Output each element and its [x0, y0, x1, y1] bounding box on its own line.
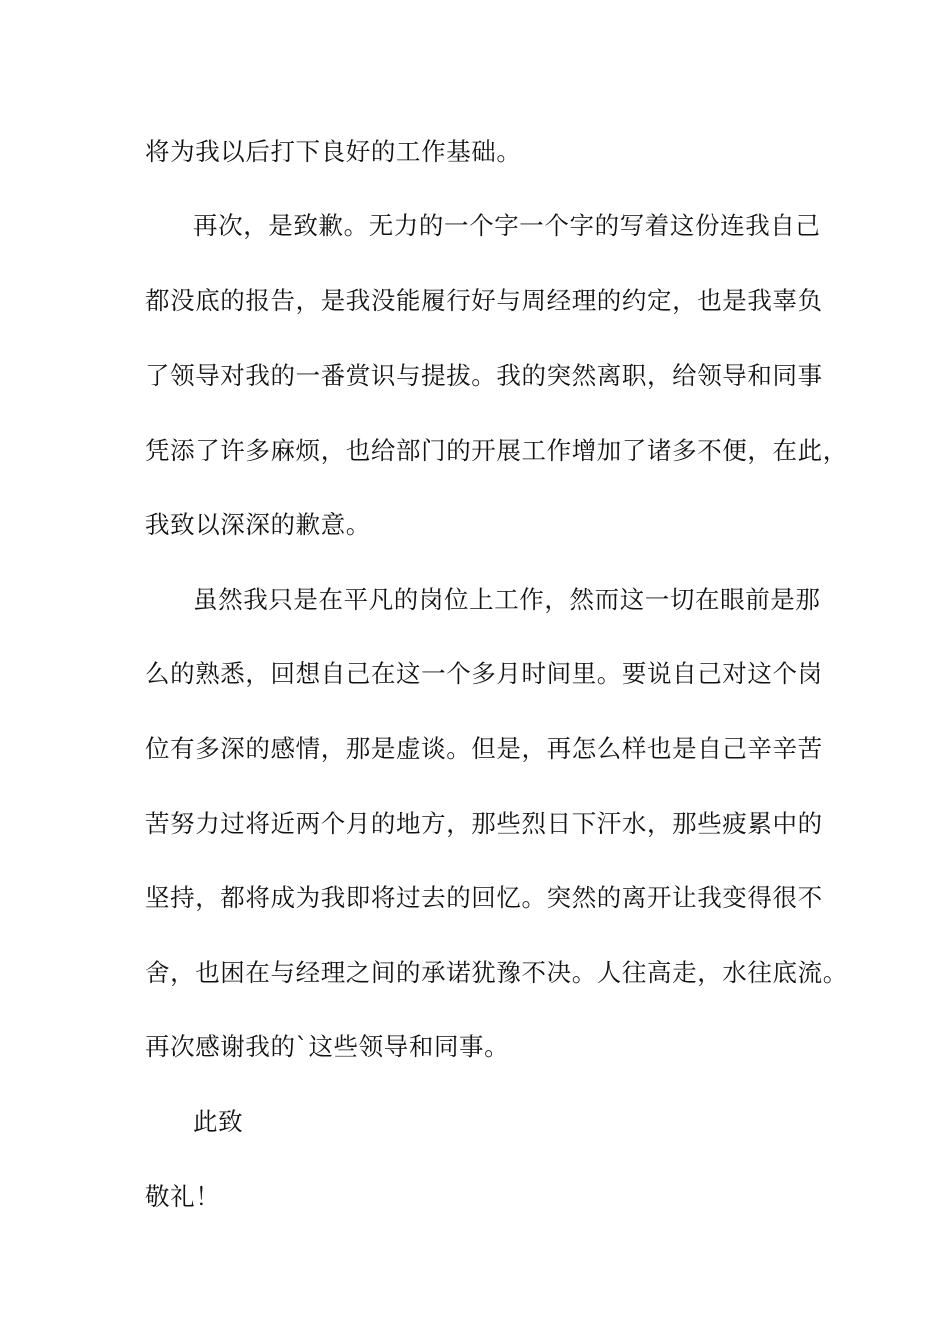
text-line: 了领导对我的一番赏识与提拔。我的突然离职，给领导和同事: [145, 361, 823, 390]
text-line: 坚持，都将成为我即将过去的回忆。突然的离开让我变得很不: [145, 883, 823, 912]
text-line: 都没底的报告，是我没能履行好与周经理的约定，也是我辜负: [145, 286, 823, 315]
text-line: 么的熟悉，回想自己在这一个多月时间里。要说自己对这个岗: [145, 659, 823, 688]
text-line: 位有多深的感情，那是虚谈。但是，再怎么样也是自己辛辛苦: [145, 734, 823, 763]
text-line: 再次感谢我的`这些领导和同事。: [145, 1032, 510, 1061]
closing-salutation: 此致: [193, 1107, 244, 1136]
text-line: 舍，也困在与经理之间的承诺犹豫不决。人往高走，水往底流。: [145, 958, 848, 987]
paragraph-start-line: 再次，是致歉。无力的一个字一个字的写着这份连我自己: [193, 211, 821, 240]
closing-regards: 敬礼！: [145, 1182, 221, 1211]
text-line: 将为我以后打下良好的工作基础。: [145, 137, 522, 166]
text-line: 我致以深深的歉意。: [145, 510, 371, 539]
text-line: 凭添了许多麻烦，也给部门的开展工作增加了诸多不便，在此，: [145, 436, 848, 465]
text-line: 苦努力过将近两个月的地方，那些烈日下汗水，那些疲累中的: [145, 809, 823, 838]
paragraph-start-line: 虽然我只是在平凡的岗位上工作，然而这一切在眼前是那: [193, 585, 821, 614]
